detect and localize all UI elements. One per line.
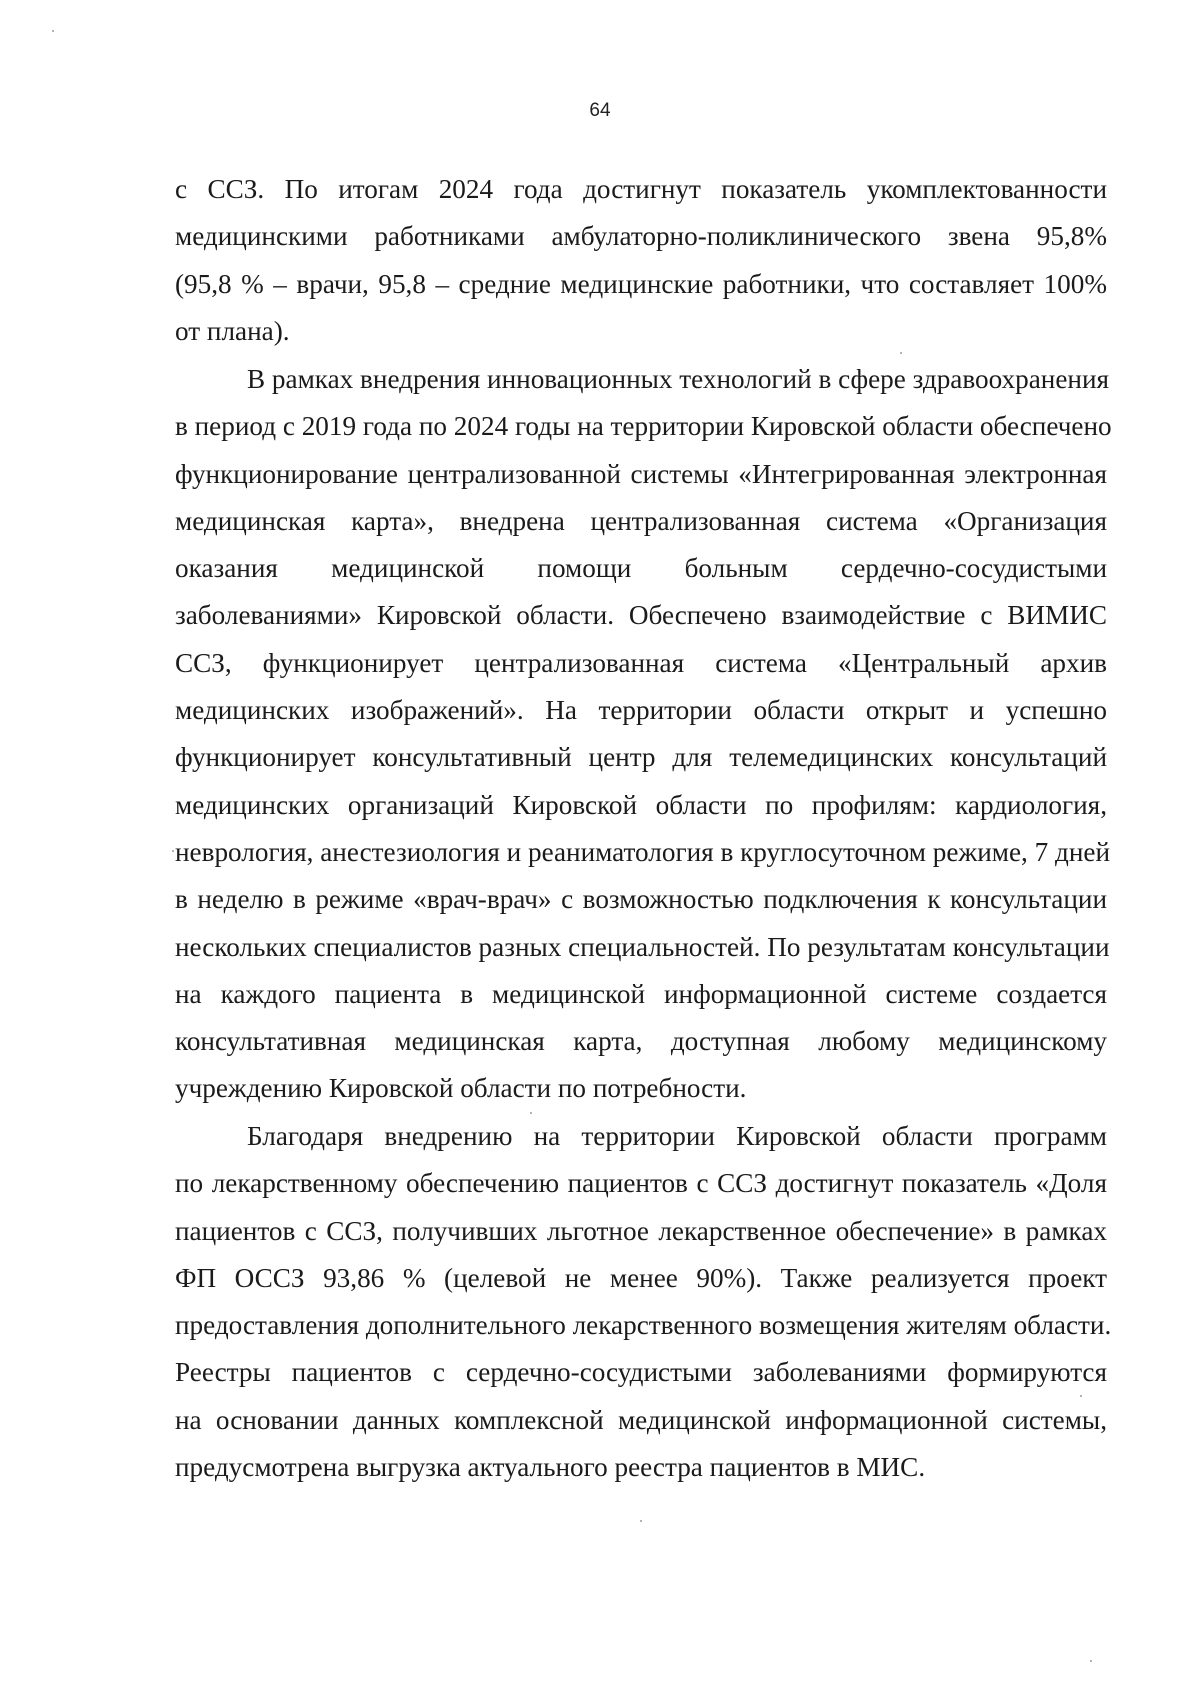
paragraph-1 — [175, 166, 1107, 355]
paragraph-line: пациентов с ССЗ, получивших льготное лекарственное обеспечение» в рамках — [175, 1215, 1107, 1246]
paragraph-line: неврология, анестезиология и реаниматология в круглосуточном режиме, 7 дней — [175, 836, 1110, 867]
scan-speck — [172, 850, 174, 852]
paragraph-line: медицинских изображений». На территории области открыт и успешно — [175, 695, 1107, 726]
paragraph-line: Реестры пациентов с сердечно-сосудистыми заболеваниями формируются — [175, 1357, 1107, 1388]
paragraph-line: (95,8 % – врачи, 95,8 – средние медицинские работники, что составляет 100% — [175, 268, 1107, 299]
paragraph-line: учреждению Кировской области по потребности. — [175, 1073, 747, 1104]
paragraph-line: нескольких специалистов разных специальностей. По результатам консультации — [175, 931, 1110, 962]
paragraph-line: на каждого пациента в медицинской информационной системе создается — [175, 978, 1107, 1009]
paragraph-line: функционирование централизованной системы «Интегрированная электронная — [175, 458, 1107, 489]
paragraph-line: В рамках внедрения инновационных технологий в сфере здравоохранения — [247, 364, 1110, 394]
paragraph-line: оказания медицинской помощи больным сердечно-сосудистыми — [175, 553, 1107, 584]
paragraph-line: ССЗ, функционирует централизованная система «Центральный архив — [175, 647, 1107, 678]
paragraph-line: с ССЗ. По итогам 2024 года достигнут показатель укомплектованности — [175, 174, 1107, 204]
paragraph-line: медицинскими работниками амбулаторно-поликлинического звена 95,8% — [175, 221, 1107, 252]
paragraph-line: Благодаря внедрению на территории Кировской области программ — [247, 1121, 1107, 1151]
paragraph-line: предоставления дополнительного лекарственного возмещения жителям области. — [175, 1310, 1112, 1341]
paragraph-3 — [175, 1113, 1112, 1491]
page-number: 64 — [589, 100, 611, 121]
scan-speck — [52, 30, 54, 32]
scan-speck — [900, 352, 902, 354]
paragraph-line: ФП ОССЗ 93,86 % (целевой не менее 90%). Также реализуется проект — [175, 1262, 1107, 1293]
paragraph-line: в период с 2019 года по 2024 годы на территории Кировской области обеспечено — [175, 411, 1112, 442]
paragraph-2 — [175, 356, 1112, 1113]
paragraph-line: медицинских организаций Кировской области по профилям: кардиология, — [175, 789, 1107, 820]
paragraph-line: от плана). — [175, 315, 290, 346]
paragraph-line: медицинская карта», внедрена централизованная система «Организация — [175, 505, 1107, 536]
scan-speck — [1090, 1660, 1092, 1662]
paragraph-line: функционирует консультативный центр для телемедицинских консультаций — [175, 742, 1107, 773]
scan-speck — [640, 1520, 642, 1522]
paragraph-line: предусмотрена выгрузка актуального реестра пациентов в МИС. — [175, 1452, 926, 1483]
scan-speck — [530, 1112, 532, 1114]
paragraph-line: заболеваниями» Кировской области. Обеспечено взаимодействие с ВИМИС — [175, 600, 1107, 631]
paragraph-line: в неделю в режиме «врач-врач» с возможностью подключения к консультации — [175, 884, 1107, 915]
paragraph-line: на основании данных комплексной медицинской информационной системы, — [175, 1404, 1107, 1435]
paragraph-line: консультативная медицинская карта, доступная любому медицинскому — [175, 1026, 1107, 1057]
paragraph-line: по лекарственному обеспечению пациентов с ССЗ достигнут показатель «Доля — [175, 1168, 1107, 1199]
scan-speck — [1080, 1395, 1082, 1397]
